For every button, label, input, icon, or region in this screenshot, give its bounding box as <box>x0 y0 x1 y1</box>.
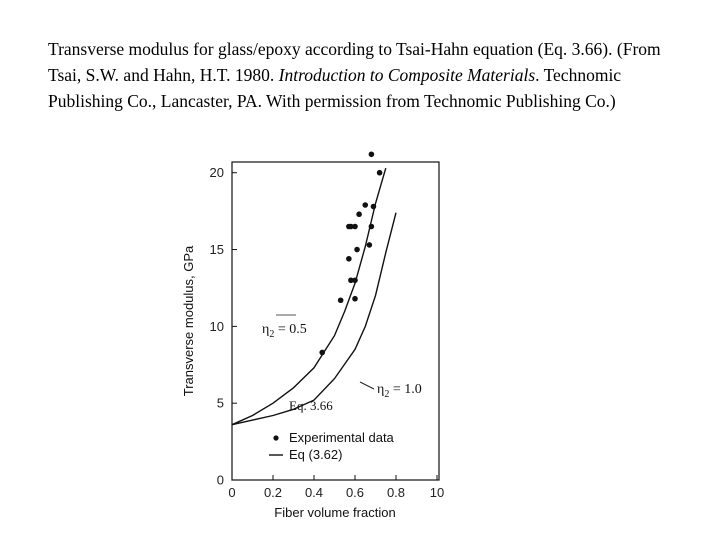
data-point <box>369 151 375 157</box>
data-point <box>371 204 377 210</box>
data-point <box>369 224 375 230</box>
legend-line-label: Eq (3.62) <box>289 447 343 462</box>
data-point <box>354 247 360 253</box>
eq-366-label: Eq. 3.66 <box>289 398 333 413</box>
y-tick-label: 5 <box>216 395 224 411</box>
y-tick-label: 10 <box>209 318 224 334</box>
eta-10-leader <box>360 382 374 389</box>
data-point <box>319 350 325 356</box>
data-point <box>367 242 373 248</box>
y-tick-label: 20 <box>209 165 224 181</box>
x-tick-label: 10 <box>429 485 445 500</box>
x-tick-label: 0.8 <box>386 485 406 500</box>
caption-book-title: Introduction to Composite Materials <box>278 65 536 85</box>
data-point <box>362 202 368 208</box>
y-tick-label: 0 <box>216 472 224 488</box>
y-axis-ticks <box>210 165 237 487</box>
curve-1 <box>232 168 386 425</box>
data-point <box>352 296 358 302</box>
data-point <box>356 211 362 217</box>
x-axis-ticks <box>228 475 444 500</box>
x-tick-label: 0 <box>228 485 236 500</box>
data-point <box>338 297 344 303</box>
x-tick-label: 0.2 <box>263 485 283 500</box>
points-layer <box>319 151 382 355</box>
data-point <box>352 224 358 230</box>
data-point <box>377 170 383 176</box>
legend <box>269 430 395 462</box>
caption-text-end: . Technomic Publishing Co., Lancaster, PA. With permission from Technomic Publishing Co.) <box>48 65 622 111</box>
eta-10-label: $\eta_2 = 1.0$ <box>377 382 422 400</box>
x-axis-label: Fiber volume fraction <box>274 505 396 520</box>
legend-dot-marker <box>273 435 278 440</box>
legend-dots-label: Experimental data <box>289 430 394 445</box>
x-tick-label: 0.4 <box>304 485 324 500</box>
caption-text: Transverse modulus for glass/epoxy according to Tsai-Hahn equation (Eq. 3.66). (From Tsai, S.W. and Hahn, H.T. 1980. <box>48 39 661 85</box>
data-point <box>352 277 358 283</box>
data-point <box>346 256 352 262</box>
eta-05-label: $\eta_2 = 0.5$ <box>262 322 307 340</box>
y-axis-label: Transverse modulus, GPa <box>181 245 196 397</box>
x-tick-label: 0.6 <box>345 485 365 500</box>
y-tick-label: 15 <box>209 242 224 258</box>
